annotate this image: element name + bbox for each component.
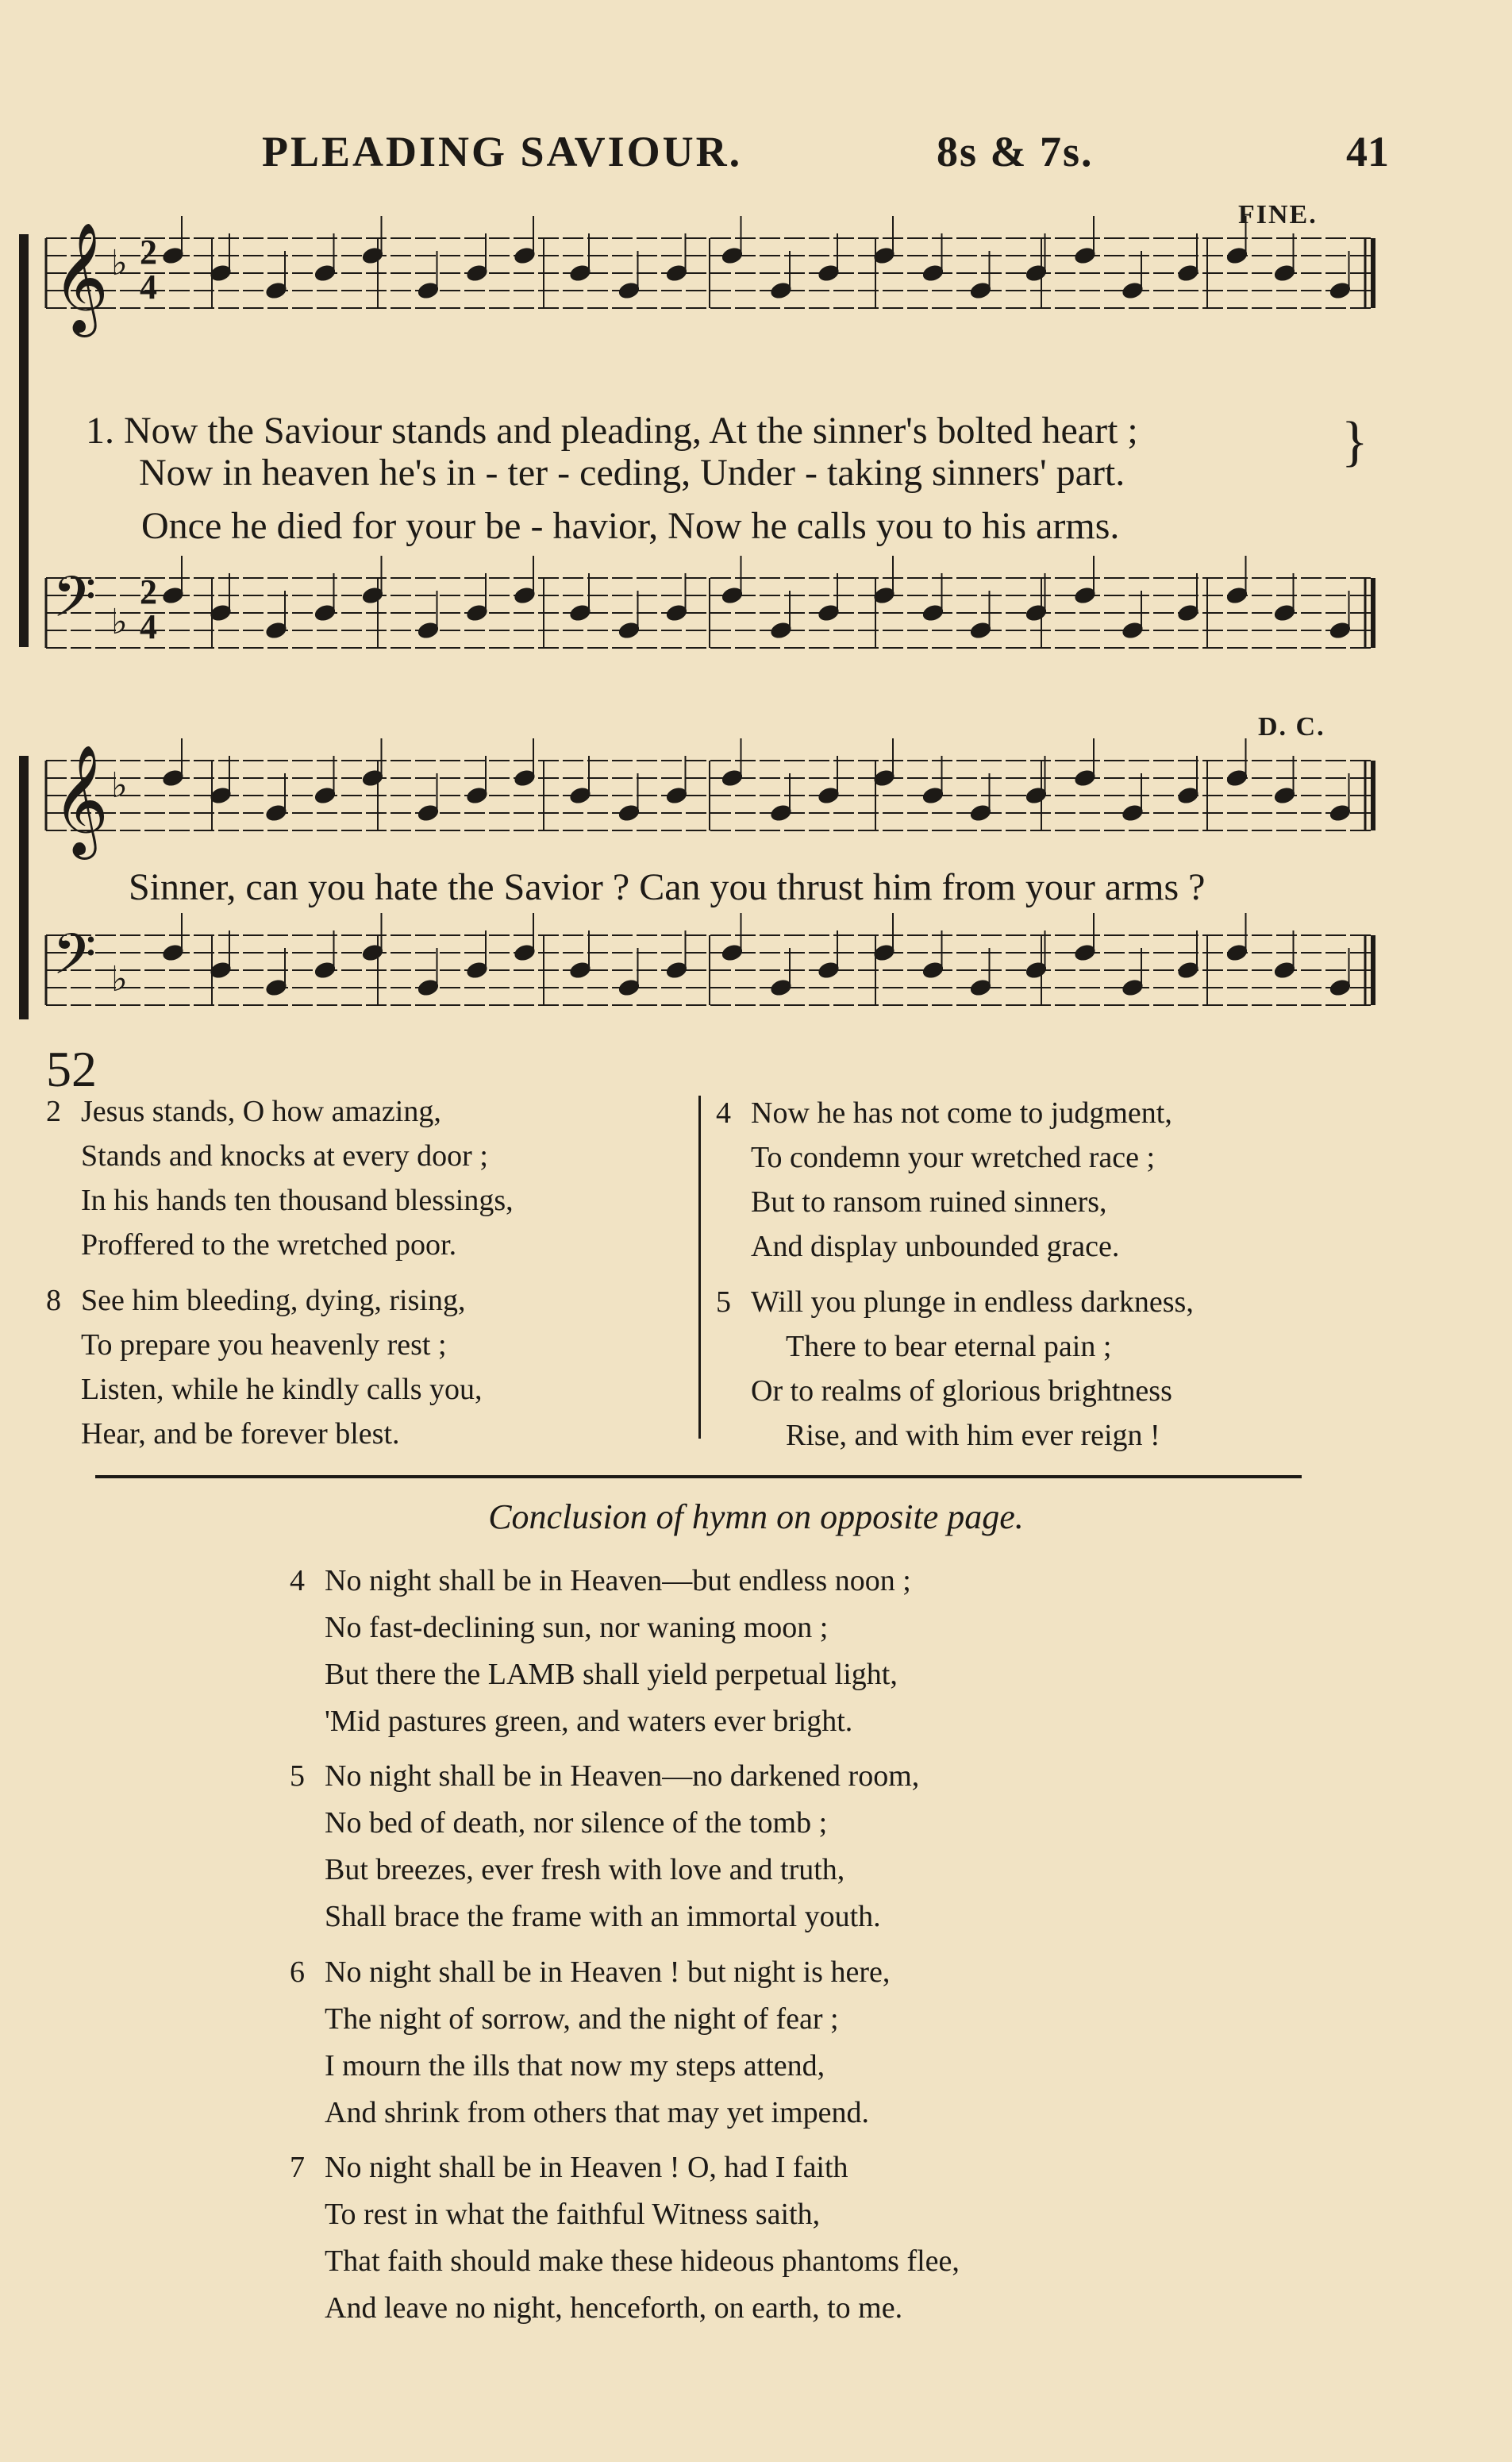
system-bracket	[19, 756, 29, 1019]
conclusion-verse: 5 No night shall be in Heaven—no darkened room, No bed of death, nor silence of the tomb ; But breezes, ever fresh with love and truth, Shall brace the frame with an immortal youth.	[290, 1759, 920, 1933]
treble-clef-icon: 𝄞	[52, 222, 109, 333]
verse-block-right	[716, 1091, 1194, 1458]
verse-line: Listen, while he kindly calls you,	[81, 1373, 483, 1406]
verse-line: Or to realms of glorious brightness	[751, 1374, 1172, 1408]
verse-line: Rise, and with him ever reign !	[786, 1419, 1160, 1452]
flat-icon: ♭	[111, 959, 128, 1000]
time-signature-bottom: 4	[140, 607, 157, 646]
fine-mark: FINE.	[1238, 200, 1318, 229]
bass-clef-icon: 𝄢	[52, 564, 97, 644]
conclusion-verse: 7 No night shall be in Heaven ! O, had I faith To rest in what the faithful Witness saith, That faith should make these hideous phantoms flee, And leave no night, henceforth, on earth, to me.	[290, 2151, 960, 2325]
conclusion-verse: 4 No night shall be in Heaven—but endless noon ; No fast-declining sun, nor waning moon ; But there the LAMB shall yield perpetual light, 'Mid pastures green, and waters ever bright.	[290, 1564, 911, 1738]
flat-icon: ♭	[111, 243, 128, 283]
conclusion-verse: 6 No night shall be in Heaven ! but night is here, The night of sorrow, and the night of fear ; I mourn the ills that now my steps attend, And shrink from others that may yet impend.	[290, 1955, 891, 2129]
verse-block-left	[46, 1089, 514, 1456]
verse-line: 4 Now he has not come to judgment,	[716, 1096, 1172, 1130]
conclusion-title: Conclusion of hymn on opposite page.	[488, 1497, 1024, 1536]
section-rule	[95, 1475, 1302, 1478]
column-divider	[698, 1096, 701, 1439]
lyric-line-2: Now in heaven he's in - ter - ceding, Under - taking sinners' part.	[139, 452, 1125, 494]
verse-line: And display unbounded grace.	[751, 1230, 1120, 1263]
dc-mark: D. C.	[1258, 712, 1325, 742]
time-signature-bottom: 4	[140, 268, 157, 306]
verse-line: Stands and knocks at every door ;	[81, 1139, 488, 1173]
system-bracket	[19, 234, 29, 647]
lyric-line-3: Once he died for your be - havior, Now he calls you to his arms.	[141, 505, 1120, 547]
page-number: 41	[1346, 128, 1389, 175]
time-signature-top: 2	[140, 572, 157, 611]
hymn-meter: 8s & 7s.	[937, 128, 1094, 175]
verse-line: To prepare you heavenly rest ;	[81, 1328, 447, 1362]
verse-line: 8 See him bleeding, dying, rising,	[46, 1284, 466, 1317]
verse-line: There to bear eternal pain ;	[786, 1330, 1112, 1363]
bass-clef-icon: 𝄢	[52, 922, 97, 1001]
verse-line: To condemn your wretched race ;	[751, 1141, 1156, 1174]
time-signature-top: 2	[140, 233, 157, 272]
verse-line: 2 Jesus stands, O how amazing,	[46, 1095, 441, 1128]
verse-line: But to ransom ruined sinners,	[751, 1185, 1107, 1219]
hymn-tune-title: PLEADING SAVIOUR.	[262, 128, 743, 175]
lyric-brace: }	[1341, 411, 1368, 472]
flat-icon: ♭	[111, 602, 128, 642]
hymn-number: 52	[46, 1041, 97, 1097]
verse-line: Hear, and be forever blest.	[81, 1417, 400, 1451]
flat-icon: ♭	[111, 765, 128, 806]
verse-line: 5 Will you plunge in endless darkness,	[716, 1285, 1194, 1319]
verse-line: In his hands ten thousand blessings,	[81, 1184, 514, 1217]
verse-line: Proffered to the wretched poor.	[81, 1228, 457, 1262]
lyric-line-4: Sinner, can you hate the Savior ? Can you thrust him from your arms ?	[129, 866, 1206, 908]
treble-clef-icon: 𝄞	[52, 745, 109, 855]
lyric-line-1: 1. Now the Saviour stands and pleading, At the sinner's bolted heart ;	[86, 410, 1138, 452]
